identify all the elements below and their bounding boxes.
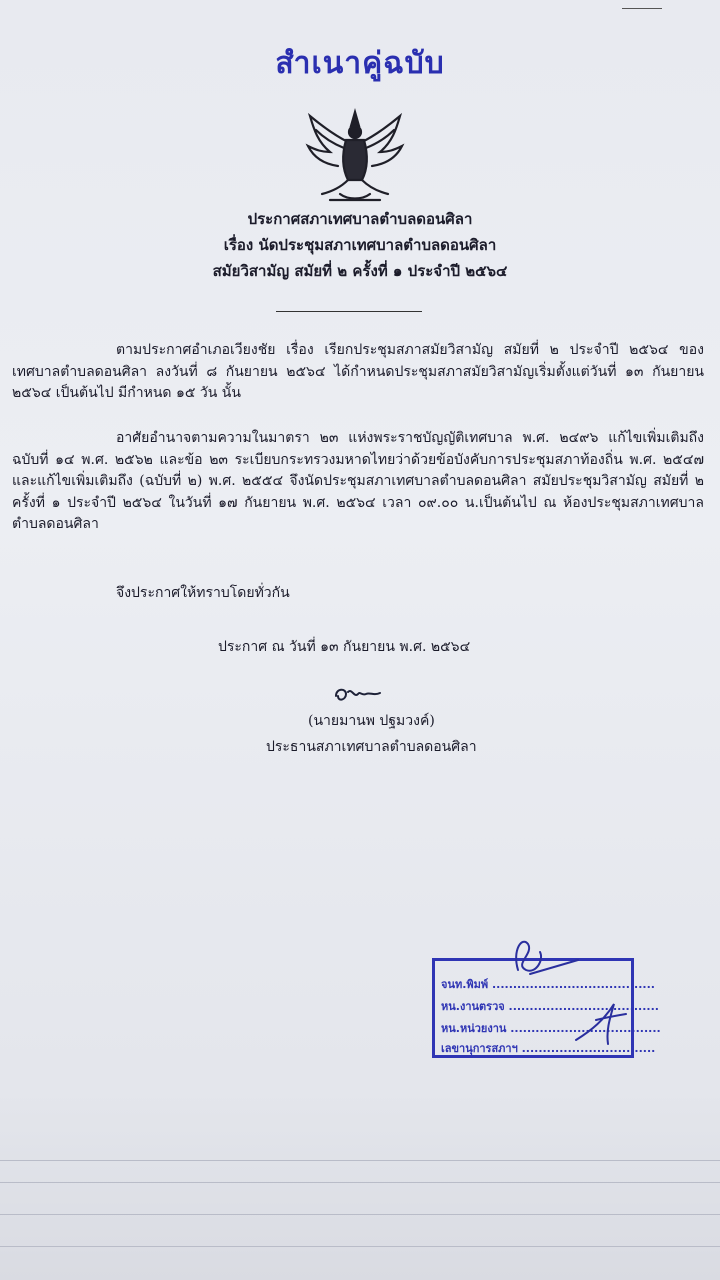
stamp-row-secretary: เลขานุการสภาฯ ................................ <box>441 1042 656 1055</box>
paper-edge-line-1 <box>0 1160 720 1161</box>
body-paragraph-3: จึงประกาศให้ทราบโดยทั่วกัน <box>116 585 290 601</box>
corner-mark <box>622 8 662 9</box>
paper-edge-line-4 <box>0 1246 720 1247</box>
signature-scribble <box>330 682 390 706</box>
copy-stamp-header: สำเนาคู่ฉบับ <box>275 46 445 81</box>
paper-edge-line-2 <box>0 1182 720 1183</box>
garuda-emblem-icon <box>300 108 410 206</box>
stamp-initial-scribble-2 <box>566 996 636 1052</box>
paper-edge-line-3 <box>0 1214 720 1215</box>
signatory-name: (นายมานพ ปฐมวงค์) <box>308 713 435 729</box>
heading-line-1: ประกาศสภาเทศบาลตำบลดอนศิลา <box>247 210 473 228</box>
announcement-date: ประกาศ ณ วันที่ ๑๓ กันยายน พ.ศ. ๒๕๖๔ <box>218 639 471 655</box>
heading-rule <box>276 311 422 312</box>
stamp-row-unit-head: หน.หน่วยงาน .................................... <box>441 1022 661 1035</box>
stamp-row-checker: หน.งานตรวจ .................................... <box>441 1000 659 1013</box>
body-paragraph-1: ตามประกาศอำเภอเวียงชัย เรื่อง เรียกประชุมสภาสมัยวิสามัญ สมัยที่ ๒ ประจำปี ๒๕๖๔ ของเทศบาลตำบลดอนศิลา ลงวันที่ ๘ กันยายน ๒๕๖๔ ได้กำหนดประชุมสภาสมัยวิสามัญเริ่มตั้งแต่วันที่ ๑๓ กันยายน ๒๕๖๔ เป็นต้นไป มีกำหนด ๑๕ วัน นั้น <box>12 342 704 401</box>
stamp-initial-scribble-1 <box>500 930 590 990</box>
signatory-position: ประธานสภาเทศบาลตำบลดอนศิลา <box>266 739 477 755</box>
stamp-row-typist: จนท.พิมพ์ ....................................... <box>441 978 655 991</box>
body-paragraph-2: อาศัยอำนาจตามความในมาตรา ๒๓ แห่งพระราชบัญญัติเทศบาล พ.ศ. ๒๔๙๖ แก้ไขเพิ่มเติมถึงฉบับที่ ๑๔ พ.ศ. ๒๕๖๒ และข้อ ๒๓ ระเบียบกระทรวงมหาดไทยว่าด้วยข้อบังคับการประชุมสภาท้องถิ่น พ.ศ. ๒๕๔๗ และแก้ไขเพิ่มเติมถึง (ฉบับที่ ๒) พ.ศ. ๒๕๕๔ จึงนัดประชุมสภาเทศบาลตำบลดอนศิลา สมัยประชุมวิสามัญ สมัยที่ ๒ ครั้งที่ ๑ ประจำปี ๒๕๖๔ ในวันที่ ๑๗ กันยายน พ.ศ. ๒๕๖๔ เวลา ๐๙.๐๐ น.เป็นต้นไป ณ ห้องประชุมสภาเทศบาลตำบลดอนศิลา <box>12 430 704 532</box>
heading-line-3: สมัยวิสามัญ สมัยที่ ๒ ครั้งที่ ๑ ประจำปี ๒๕๖๔ <box>212 262 508 280</box>
heading-line-2: เรื่อง นัดประชุมสภาเทศบาลตำบลดอนศิลา <box>223 236 497 254</box>
